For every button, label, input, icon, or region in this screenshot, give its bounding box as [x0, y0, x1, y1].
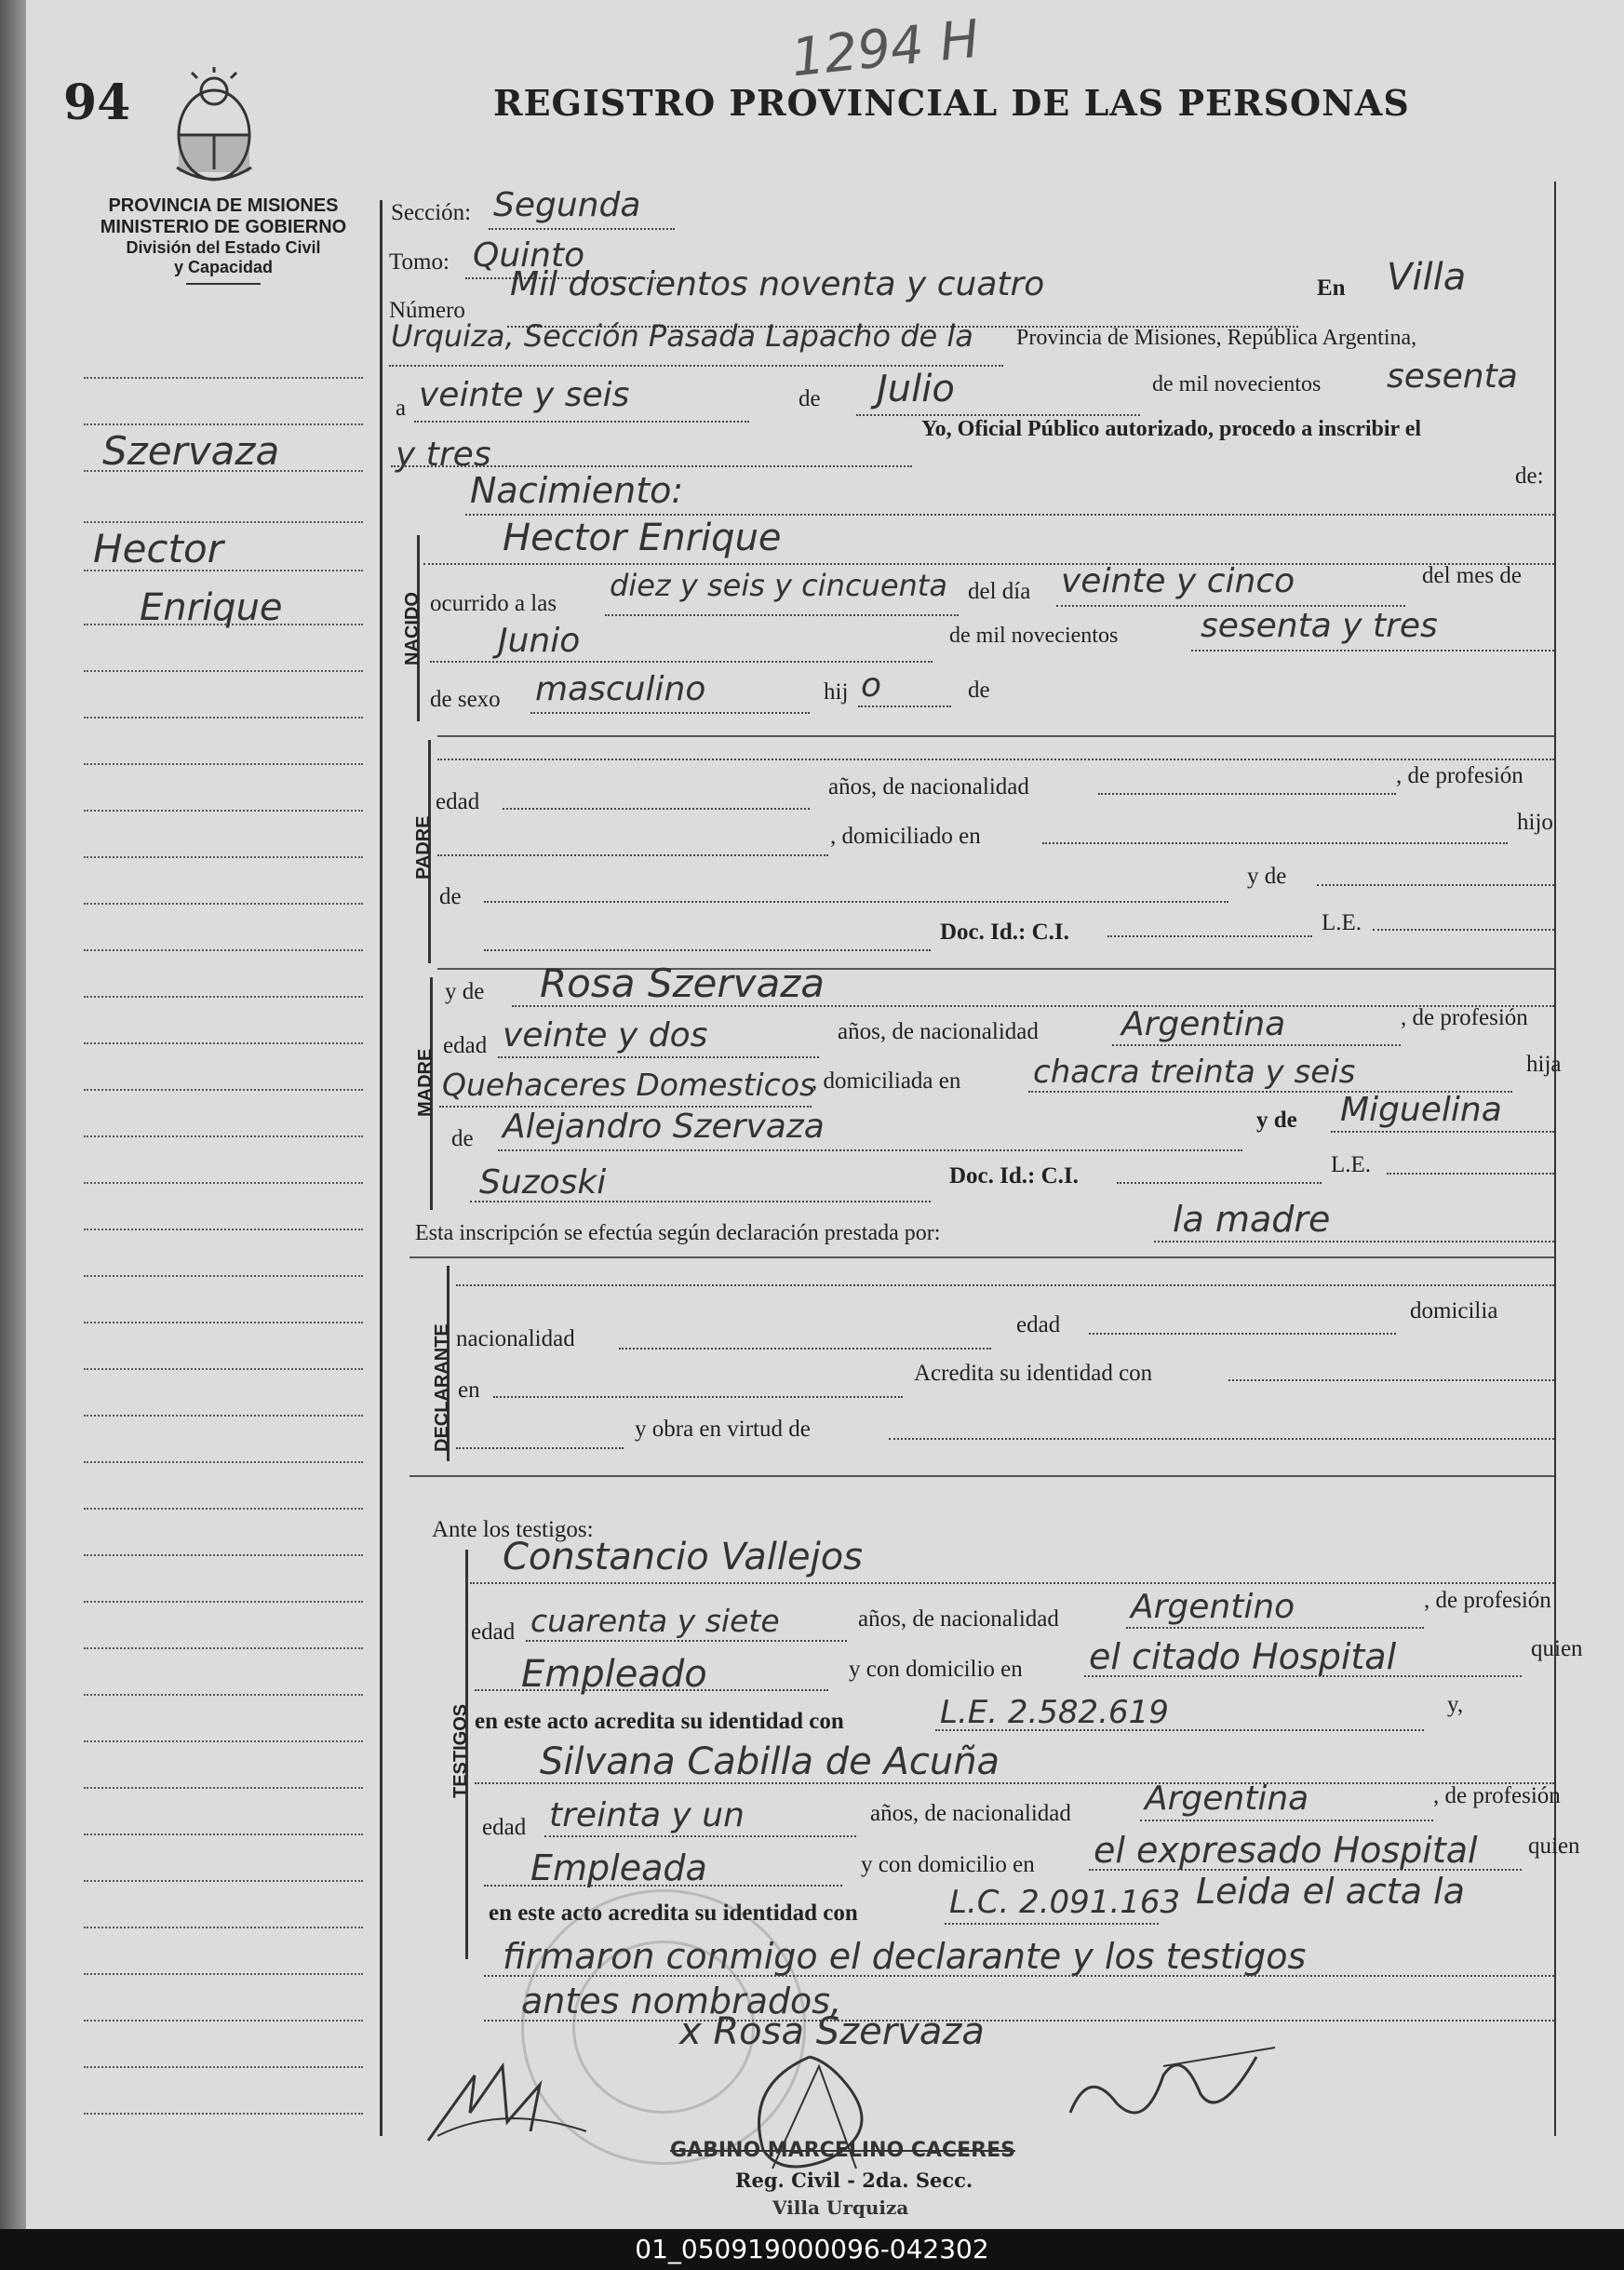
seccion-label: Sección: [391, 200, 472, 225]
declarante-en-label: en [458, 1377, 480, 1403]
office-line-4: y Capacidad [173, 258, 274, 276]
hij-label: hij [824, 679, 849, 705]
madre-de-label: de [451, 1126, 474, 1151]
padre-domiciliado-label: , domiciliado en [830, 824, 981, 849]
office-line-3: División del Estado Civil [126, 238, 321, 257]
seccion-value: Segunda [493, 186, 641, 224]
mother-signature: x Rosa Szervaza [679, 2010, 985, 2053]
madre-edad-value: veinte y dos [503, 1016, 708, 1054]
declarante-side-label: DECLARANTE [432, 1323, 452, 1452]
testigo2-dom-label: y con domicilio en [861, 1852, 1035, 1877]
provincia-text: Provincia de Misiones, República Argentina, [1016, 326, 1417, 350]
margin-surname: Szervaza [102, 428, 280, 474]
testigo2-anios-label: años, de nacionalidad [870, 1801, 1071, 1826]
testigo2-edad-label: edad [482, 1815, 527, 1840]
office-line-1: PROVINCIA DE MISIONES [108, 195, 339, 216]
padre-de-label: de [439, 884, 462, 909]
madre-y-de2-label: y de [1256, 1108, 1297, 1133]
top-annotation: 1294 H [788, 8, 983, 89]
image-id-footer: 01_050919000096-042302 [0, 2229, 1624, 2270]
official-line-3: Villa Urquiza [772, 2196, 909, 2219]
declarante-nacionalidad-label: nacionalidad [456, 1326, 575, 1351]
closing-line-1: Leida el acta la [1196, 1871, 1465, 1912]
padre-anios-label: años, de nacionalidad [828, 774, 1029, 799]
fecha-anio-value-1: sesenta [1387, 357, 1518, 396]
fecha-mes-value: Julio [877, 368, 955, 410]
padre-hijo-label: hijo [1517, 810, 1553, 835]
fecha-anio-value-2: y tres [396, 436, 491, 474]
numero-value: Mil doscientos noventa y cuatro [510, 265, 1045, 303]
madre-padre-value: Alejandro Szervaza [503, 1108, 825, 1146]
testigo2-prof-value: Empleada [530, 1847, 707, 1888]
madre-madre-value-2: Suzoski [479, 1163, 607, 1202]
del-dia-label: del día [968, 579, 1031, 604]
en-value-1: Villa [1387, 256, 1467, 299]
testigo2-profesion-label: , de profesión [1433, 1783, 1561, 1808]
fecha-mil-label: de mil novecientos [1152, 372, 1322, 396]
margin-given-1: Hector [93, 526, 223, 571]
padre-side-label: PADRE [413, 815, 434, 880]
declarante-obra-label: y obra en virtud de [635, 1417, 811, 1442]
margin-given-2: Enrique [140, 586, 283, 629]
madre-nac-value: Argentina [1121, 1005, 1286, 1043]
testigo2-name: Silvana Cabilla de Acuña [540, 1740, 1000, 1783]
del-mes-label: del mes de [1422, 563, 1522, 588]
form-left-border [380, 200, 383, 2136]
nacido-side-label: NACIDO [402, 592, 423, 665]
fecha-dia-value: veinte y seis [419, 376, 630, 414]
en-label: En [1317, 275, 1346, 301]
testigo2-doc-value: L.C. 2.091.163 [949, 1884, 1181, 1921]
testigo2-acredita-label: en este acto acredita su identidad con [489, 1901, 858, 1926]
testigo2-dom-value: el expresado Hospital [1094, 1830, 1478, 1871]
sexo-value: masculino [535, 670, 706, 708]
book-binding [0, 0, 26, 2229]
acto-value: Nacimiento: [470, 470, 684, 511]
tomo-label: Tomo: [389, 249, 450, 275]
witness-signature-left [419, 2048, 605, 2150]
acto-de-label: de: [1515, 463, 1544, 489]
declaracion-text: Esta inscripción se efectúa según declaración prestada por: [415, 1221, 941, 1245]
testigo1-dom-label: y con domicilio en [849, 1657, 1023, 1682]
madre-anios-label: años, de nacionalidad [838, 1019, 1039, 1044]
madre-domicilio-value: chacra treinta y seis [1033, 1054, 1356, 1091]
testigo2-edad-value: treinta y un [549, 1796, 745, 1834]
declarante-domicilia-label: domicilia [1410, 1298, 1498, 1323]
sexo-label: de sexo [430, 687, 501, 712]
folio-number: 94 [63, 74, 131, 131]
padre-le-label: L.E. [1322, 910, 1362, 935]
testigo1-profesion-label: , de profesión [1424, 1588, 1551, 1613]
madre-domiciliada-label: , domiciliada en [812, 1068, 961, 1094]
a-label: a [396, 396, 407, 421]
nacido-anio-value: sesenta y tres [1201, 607, 1438, 645]
nacido-mil-label: de mil novecientos [949, 624, 1119, 648]
oficial-text: Yo, Oficial Público autorizado, procedo a inscribir el [921, 417, 1422, 441]
padre-edad-label: edad [436, 789, 480, 814]
madre-profesion-label: , de profesión [1401, 1005, 1528, 1030]
testigo1-name: Constancio Vallejos [503, 1536, 864, 1578]
declarante-edad-label: edad [1016, 1312, 1061, 1337]
declaracion-value: la madre [1173, 1199, 1331, 1240]
madre-profesion-value: Quehaceres Domesticos [442, 1067, 816, 1103]
padre-profesion-label: , de profesión [1396, 763, 1523, 788]
hora-value: diez y seis y cincuenta [610, 568, 947, 603]
testigo1-y-label: y, [1447, 1692, 1464, 1717]
madre-madre-value-1: Miguelina [1340, 1091, 1502, 1129]
numero-label: Número [389, 298, 465, 323]
hij-value: o [861, 666, 882, 705]
mes-value: Junio [498, 622, 581, 660]
testigo1-nac-value: Argentino [1131, 1588, 1295, 1626]
testigo1-doc-value: L.E. 2.582.619 [940, 1694, 1169, 1731]
tomo-value: Quinto [473, 236, 585, 275]
madre-side-label: MADRE [415, 1048, 436, 1117]
testigo1-edad-value: cuarenta y siete [530, 1603, 780, 1639]
padre-y-de-label: y de [1247, 864, 1287, 889]
closing-line-2: firmaron conmigo el declarante y los testigos [503, 1936, 1307, 1977]
witness-signature-right [1052, 2029, 1294, 2141]
registry-title: REGISTRO PROVINCIAL DE LAS PERSONAS [493, 82, 1410, 124]
dia-value: veinte y cinco [1061, 562, 1295, 600]
nacido-name-value: Hector Enrique [503, 517, 782, 559]
en-value-2: Urquiza, Sección Pasada Lapacho de la [391, 318, 973, 354]
closing-line-3: antes nombrados, [521, 1981, 842, 2022]
madre-edad-label: edad [443, 1033, 488, 1058]
testigo1-anios-label: años, de nacionalidad [858, 1606, 1059, 1632]
testigos-side-label: TESTIGOS [450, 1703, 471, 1798]
office-line-2: MINISTERIO DE GOBIERNO [100, 217, 347, 237]
padre-doc-label: Doc. Id.: C.I. [940, 920, 1069, 945]
coat-of-arms-emblem [158, 65, 270, 186]
nacido-de-label: de [968, 678, 990, 703]
issuing-office [74, 195, 372, 285]
madre-name-value: Rosa Szervaza [540, 960, 825, 1006]
testigo2-nac-value: Argentina [1145, 1780, 1309, 1818]
testigo1-acredita-label: en este acto acredita su identidad con [475, 1709, 844, 1734]
madre-doc-label: Doc. Id.: C.I. [949, 1163, 1079, 1189]
testigo2-quien-label: quien [1528, 1833, 1580, 1859]
fecha-de-label: de [799, 386, 821, 411]
testigo1-prof-value: Empleado [521, 1653, 707, 1696]
testigos-ante-label: Ante los testigos: [432, 1517, 594, 1542]
testigo1-quien-label: quien [1531, 1636, 1583, 1661]
madre-le-label: L.E. [1331, 1152, 1372, 1177]
declarante-acredita-label: Acredita su identidad con [914, 1361, 1153, 1386]
ocurrido-label: ocurrido a las [430, 591, 557, 616]
testigo1-edad-label: edad [471, 1619, 516, 1645]
madre-y-de-label: y de [445, 979, 485, 1004]
madre-hija-label: hija [1526, 1052, 1562, 1077]
official-line-2: Reg. Civil - 2da. Secc. [735, 2169, 973, 2192]
official-name: GABINO MARCELINO CACERES [670, 2139, 1015, 2162]
testigo1-dom-value: el citado Hospital [1089, 1636, 1397, 1677]
